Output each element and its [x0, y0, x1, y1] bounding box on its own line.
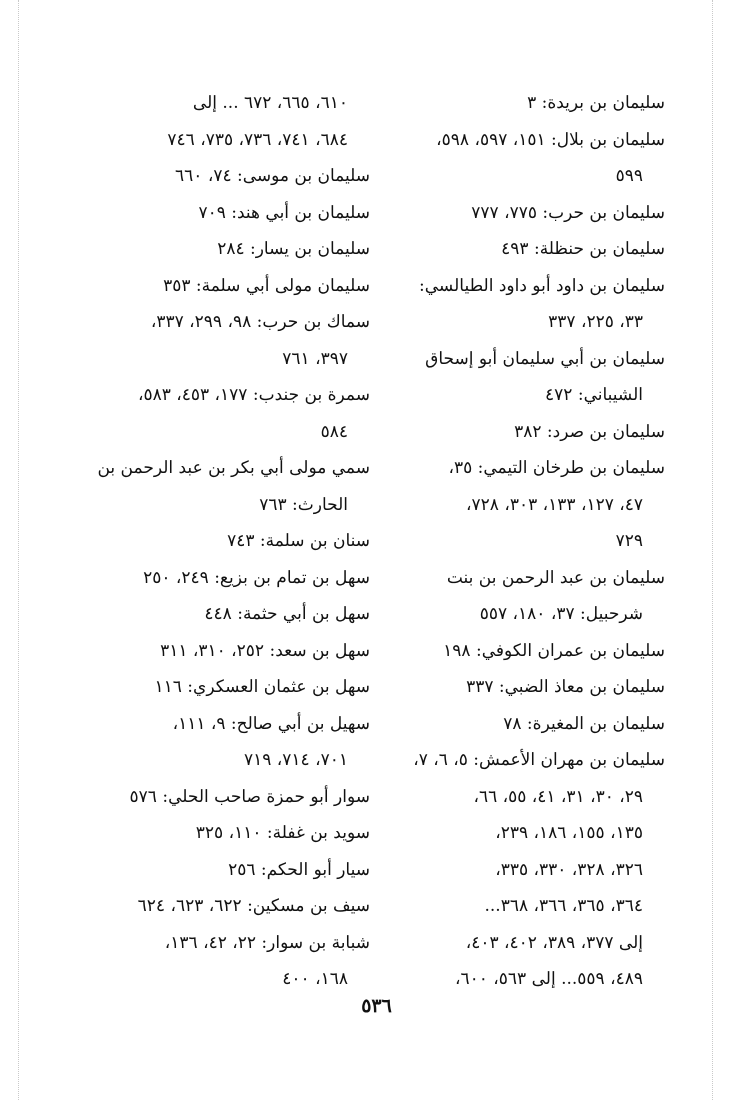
index-entry: سليمان بن عمران الكوفي: ١٩٨ — [443, 640, 665, 661]
index-entry: سهيل بن أبي صالح: ٩، ١١١، — [172, 713, 370, 734]
index-entry: سليمان بن أبي سليمان أبو إسحاق — [425, 348, 665, 369]
index-entry: سليمان بن أبي هند: ٧٠٩ — [198, 202, 370, 223]
index-entry: سيار أبو الحكم: ٢٥٦ — [228, 859, 370, 880]
index-entry-continuation: الشيباني: ٤٧٢ — [545, 385, 643, 405]
index-entry: سليمان بن مهران الأعمش: ٥، ٦، ٧، — [413, 750, 665, 770]
index-entry: سليمان بن حنظلة: ٤٩٣ — [501, 239, 665, 259]
scan-edge-line — [712, 0, 713, 1100]
index-entry: سمرة بن جندب: ١٧٧، ٤٥٣، ٥٨٣، — [137, 385, 370, 405]
index-entry: سهل بن عثمان العسكري: ١١٦ — [154, 677, 370, 697]
index-entry: سليمان مولى أبي سلمة: ٣٥٣ — [163, 275, 370, 296]
index-entry-continuation: الحارث: ٧٦٣ — [259, 494, 348, 515]
index-entry-continuation: ٦١٠، ٦٦٥، ٦٧٢ ... إلى — [192, 93, 348, 113]
index-entry: سويد بن غفلة: ١١٠، ٣٢٥ — [195, 823, 370, 843]
index-entry: سليمان بن عبد الرحمن بن بنت — [446, 567, 665, 588]
index-entry-continuation: ٤٨٩، ٥٥٩... إلى ٥٦٣، ٦٠٠، — [455, 969, 643, 989]
index-entry: سنان بن سلمة: ٧٤٣ — [227, 531, 370, 551]
index-entry: سليمان بن موسى: ٧٤، ٦٦٠ — [175, 166, 370, 186]
index-entry-continuation: ٥٩٩ — [615, 166, 643, 186]
index-entry-continuation: ٣٣، ٢٢٥، ٣٣٧ — [548, 312, 643, 332]
index-entry: سليمان بن يسار: ٢٨٤ — [217, 239, 370, 259]
index-entry-continuation: ٧٠١، ٧١٤، ٧١٩ — [244, 750, 348, 770]
index-entry: سهل بن أبي حثمة: ٤٤٨ — [204, 604, 370, 624]
index-column-left — [80, 85, 370, 998]
index-entry-continuation: شرحبيل: ٣٧، ١٨٠، ٥٥٧ — [479, 604, 643, 624]
index-entry: سمي مولى أبي بكر بن عبد الرحمن بن — [97, 458, 370, 478]
index-entry: سماك بن حرب: ٩٨، ٢٩٩، ٣٣٧، — [150, 312, 370, 332]
index-entry-continuation: ٣٢٦، ٣٢٨، ٣٣٠، ٣٣٥، — [495, 859, 643, 880]
index-entry: سليمان بن صرد: ٣٨٢ — [514, 421, 665, 442]
index-entry: سليمان بن بلال: ١٥١، ٥٩٧، ٥٩٨، — [436, 129, 665, 150]
index-entry: سيف بن مسكين: ٦٢٢، ٦٢٣، ٦٢٤ — [137, 896, 370, 916]
index-entry-continuation: ١٦٨، ٤٠٠ — [282, 969, 348, 989]
index-entry: سليمان بن حرب: ٧٧٥، ٧٧٧ — [471, 202, 665, 223]
index-entry: سليمان بن بريدة: ٣ — [527, 93, 665, 113]
index-entry-continuation: إلى ٣٧٧، ٣٨٩، ٤٠٢، ٤٠٣، — [465, 932, 643, 953]
index-entry-continuation: ٢٩، ٣٠، ٣١، ٤١، ٥٥، ٦٦، — [473, 786, 643, 807]
index-entry-continuation: ٣٦٤، ٣٦٥، ٣٦٦، ٣٦٨... — [484, 896, 643, 916]
index-entry: شبابة بن سوار: ٢٢، ٤٢، ١٣٦، — [164, 932, 370, 953]
index-entry-continuation: ٤٧، ١٢٧، ١٣٣، ٣٠٣، ٧٢٨، — [466, 494, 643, 515]
index-entry: سليمان بن معاذ الضبي: ٣٣٧ — [466, 677, 665, 697]
scan-edge-line — [18, 0, 19, 1100]
index-entry-continuation: ٣٩٧، ٧٦١ — [282, 348, 348, 369]
index-entry: سهل بن سعد: ٢٥٢، ٣١٠، ٣١١ — [160, 640, 370, 661]
page-number: ٥٣٦ — [361, 995, 392, 1017]
index-entry: سليمان بن داود أبو داود الطيالسي: — [419, 275, 665, 296]
index-entry-continuation: ٦٨٤، ٧٤١، ٧٣٦، ٧٣٥، ٧٤٦ — [167, 129, 348, 150]
index-entry-continuation: ٧٢٩ — [615, 531, 643, 551]
index-column-right — [375, 85, 665, 998]
index-entry: سليمان بن المغيرة: ٧٨ — [503, 713, 665, 734]
index-entry: سهل بن تمام بن بزيع: ٢٤٩، ٢٥٠ — [143, 567, 370, 588]
index-entry: سوار أبو حمزة صاحب الحلي: ٥٧٦ — [129, 786, 370, 807]
index-entry-continuation: ٥٨٤ — [320, 421, 348, 442]
index-entry: سليمان بن طرخان التيمي: ٣٥، — [448, 458, 665, 478]
index-entry-continuation: ١٣٥، ١٥٥، ١٨٦، ٢٣٩، — [495, 823, 643, 843]
